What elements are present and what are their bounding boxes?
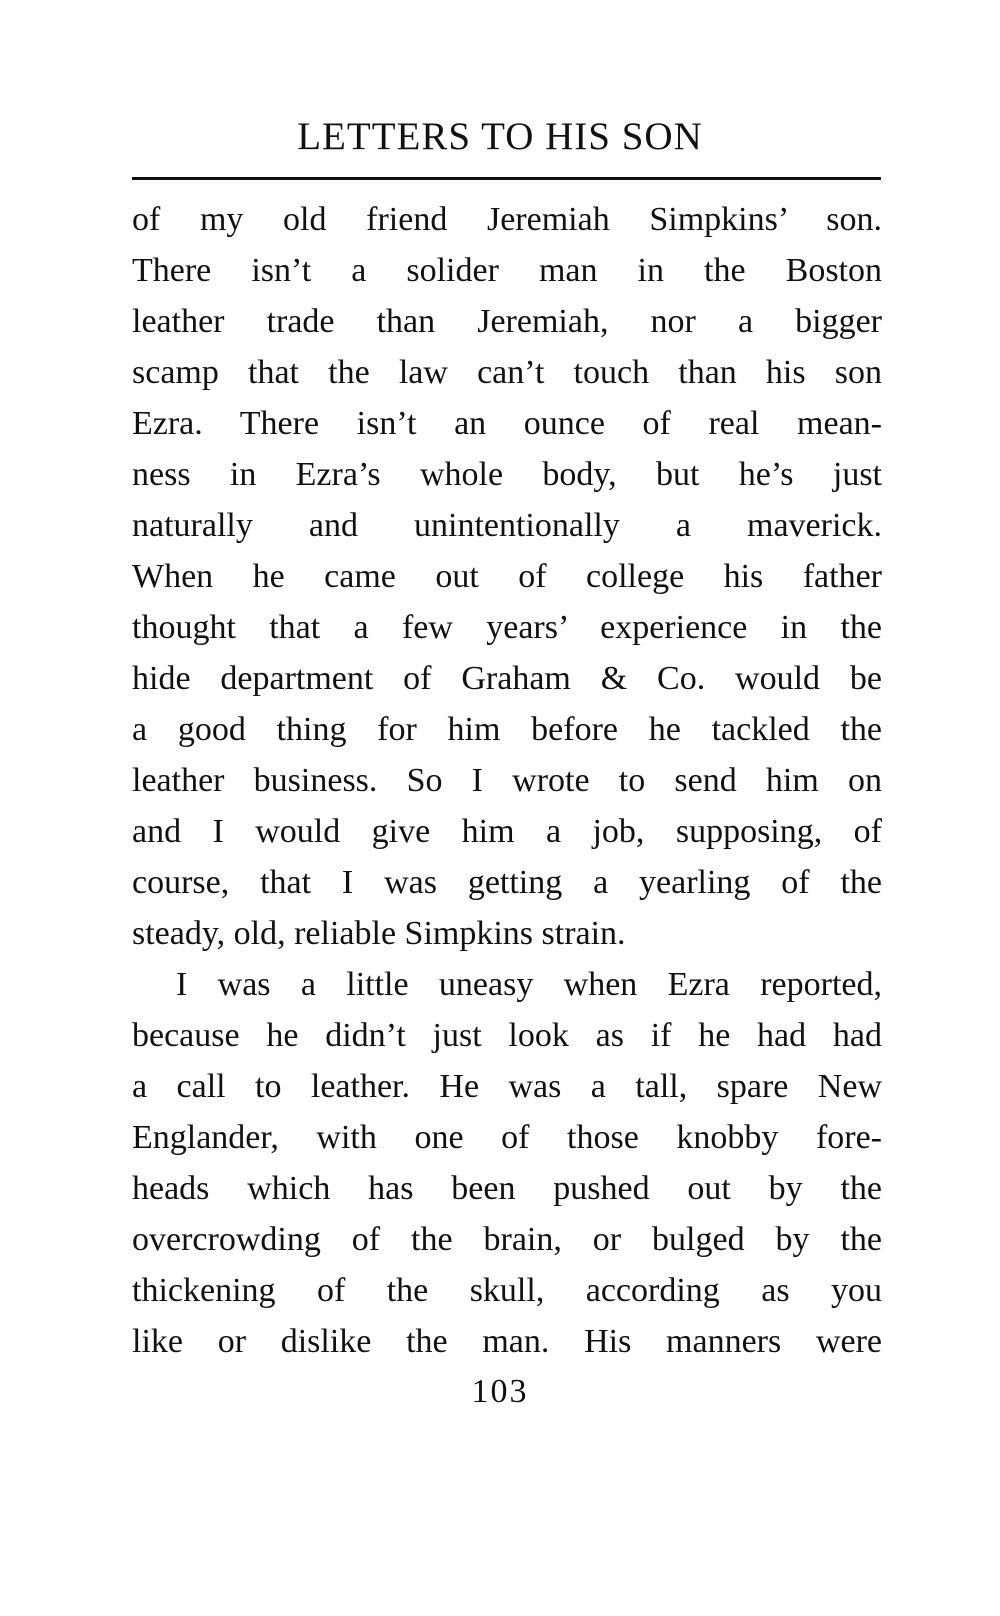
text-line: ness in Ezra’s whole body, but he’s just <box>132 456 882 493</box>
header-rule <box>132 177 881 180</box>
text-line: When he came out of college his father <box>132 558 882 595</box>
text-line: Ezra. There isn’t an ounce of real mean- <box>132 405 882 442</box>
text-line: leather business. So I wrote to send him on <box>132 762 882 799</box>
text-line: a call to leather. He was a tall, spare New <box>132 1068 882 1105</box>
text-line: and I would give him a job, supposing, of <box>132 813 882 850</box>
text-line: hide department of Graham & Co. would be <box>132 660 882 697</box>
text-line: course, that I was getting a yearling of the <box>132 864 882 901</box>
text-line: naturally and unintentionally a maverick. <box>132 507 882 544</box>
running-head: LETTERS TO HIS SON <box>297 115 703 158</box>
text-line: heads which has been pushed out by the <box>132 1170 882 1207</box>
text-line: Englander, with one of those knobby fore- <box>132 1119 882 1156</box>
body-text <box>132 194 882 1367</box>
text-line: of my old friend Jeremiah Simpkins’ son. <box>132 201 882 238</box>
text-line: scamp that the law can’t touch than his son <box>132 354 882 391</box>
text-line: because he didn’t just look as if he had had <box>132 1017 882 1054</box>
text-line: There isn’t a solider man in the Boston <box>132 252 882 289</box>
text-line: thickening of the skull, according as you <box>132 1272 882 1309</box>
text-line: overcrowding of the brain, or bulged by the <box>132 1221 882 1258</box>
text-line: leather trade than Jeremiah, nor a bigger <box>132 303 882 340</box>
page-number: 103 <box>471 1373 529 1410</box>
text-line: steady, old, reliable Simpkins strain. <box>132 915 626 952</box>
text-line: a good thing for him before he tackled the <box>132 711 882 748</box>
text-line: like or dislike the man. His manners were <box>132 1323 882 1360</box>
text-line: thought that a few years’ experience in the <box>132 609 882 646</box>
text-line: I was a little uneasy when Ezra reported, <box>176 966 882 1003</box>
